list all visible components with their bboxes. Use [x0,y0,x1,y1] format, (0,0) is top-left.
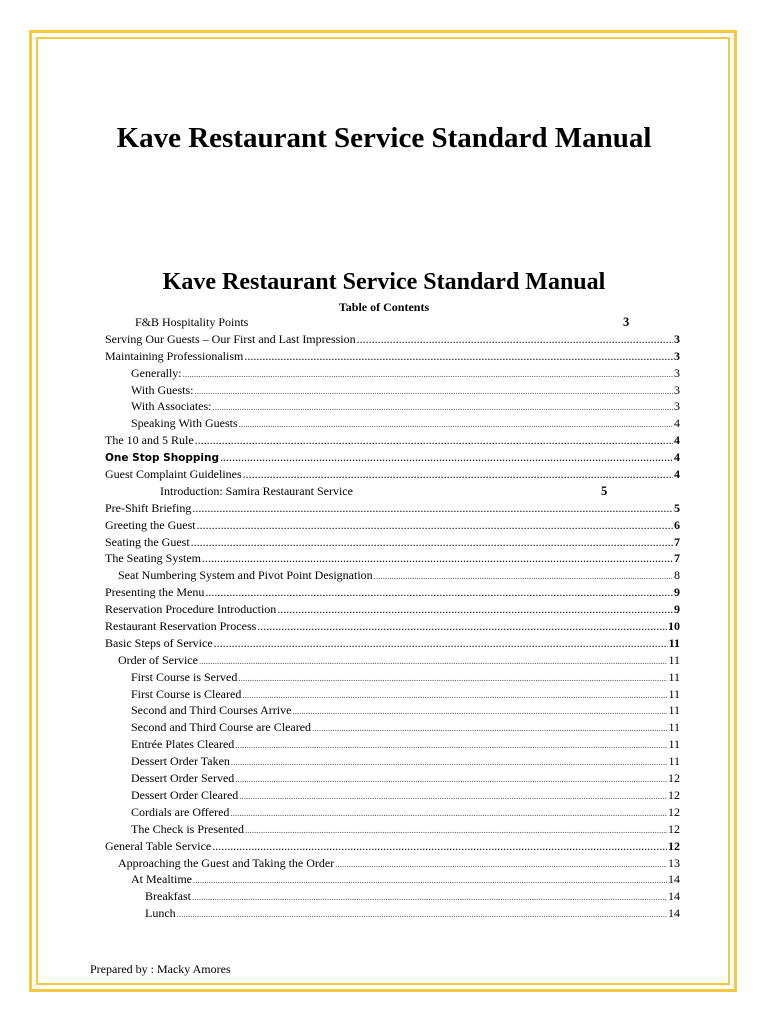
toc-dot-leader [213,399,673,415]
toc-entry-title: Basic Steps of Service [105,635,213,650]
toc-dot-leader [238,670,667,686]
toc-entry[interactable] [105,635,680,652]
toc-entry-title: Guest Complaint Guidelines [105,467,242,482]
toc-entry-title: The Seating System [105,551,201,566]
toc-page-number: 11 [668,635,680,650]
toc-dot-leader [177,906,667,922]
toc-entry-title: Serving Our Guests – Our First and Last Impression [105,331,356,346]
toc-entry-title: With Guests: [131,382,194,397]
toc-page-number: 3 [674,331,680,346]
toc-entry-title: Seating the Guest [105,534,190,549]
toc-entry-title: With Associates: [131,399,212,414]
toc-entry-title: Greeting the Guest [105,517,196,532]
toc-entry[interactable] [105,669,680,686]
toc-page-number: 3 [674,382,680,397]
toc-page-number: 10 [668,619,680,634]
toc-entry-title: Second and Third Courses Arrive [131,703,292,718]
toc-entry[interactable] [105,449,680,466]
toc-dot-leader [312,720,667,736]
toc-entry-title: One Stop Shopping [105,452,220,465]
toc-dot-leader [357,331,673,348]
toc-page-number: 9 [674,602,680,617]
toc-entry-title: Seat Numbering System and Pivot Point Designation [118,568,373,583]
toc-entry[interactable] [105,652,680,669]
toc-dot-leader [192,889,667,905]
toc-entry[interactable] [105,348,680,365]
toc-entry[interactable] [105,686,680,703]
toc-entry[interactable] [105,466,680,483]
toc-entry[interactable] [105,736,680,753]
toc-entry[interactable] [105,804,680,821]
toc-entry-title: Introduction: Samira Restaurant Service [160,483,353,498]
toc-page-number: 11 [668,720,680,735]
toc-entry[interactable] [105,584,680,601]
toc-page-number: 4 [674,433,680,448]
toc-entry-title: Breakfast [145,889,191,904]
toc-entry[interactable] [105,770,680,787]
toc-dot-leader [257,618,667,635]
toc-dot-leader [235,771,667,787]
toc-entry-title: Restaurant Reservation Process [105,619,257,634]
toc-entry[interactable] [105,855,680,872]
toc-entry[interactable] [105,365,680,382]
toc-dot-leader [292,703,667,719]
toc-dot-leader [243,466,673,483]
prepared-by: Prepared by : Macky Amores [90,962,231,976]
toc-dot-leader [192,500,673,517]
toc-dot-leader [242,687,667,703]
toc-page-number: 11 [668,754,680,769]
toc-entry-title: F&B Hospitality Points [135,315,249,329]
toc-dot-leader [230,805,667,821]
toc-entry-title: Entrée Plates Cleared [131,737,235,752]
toc-page-number: 11 [668,686,680,701]
toc-entry[interactable] [105,821,680,838]
toc-page-number: 5 [601,483,608,498]
toc-page-number: 8 [674,568,680,583]
toc-dot-leader [239,788,667,804]
toc-page-number: 7 [674,534,680,549]
toc-page-number: 11 [668,652,680,667]
document-title: Kave Restaurant Service Standard Manual [116,122,652,154]
toc-entry[interactable] [105,871,680,888]
toc-page-number: 12 [668,838,680,853]
toc-dot-leader [231,754,668,770]
toc-entry-title: Presenting the Menu [105,585,205,600]
toc-entry-title: Generally: [131,365,182,380]
toc-entry[interactable] [105,753,680,770]
toc-dot-leader [235,737,667,753]
toc-dot-leader [212,838,667,855]
toc-dot-leader [335,856,667,872]
toc-entry[interactable] [105,331,680,348]
toc-page-number: 5 [674,500,680,515]
toc-page-number: 11 [668,737,680,752]
toc-dot-leader [220,449,673,466]
toc-entry-title: The 10 and 5 Rule [105,433,194,448]
toc-page-number: 7 [674,551,680,566]
toc-entry[interactable] [105,550,680,567]
toc-entry[interactable] [105,888,680,905]
toc-dot-leader [199,653,667,669]
toc-entry[interactable] [105,719,680,736]
toc-page-number: 3 [674,348,680,363]
toc-entry-title: Lunch [145,906,176,921]
toc-page-number: 13 [668,855,680,870]
toc-dot-leader [374,568,673,584]
toc-entry[interactable] [105,702,680,719]
toc-entry-title: Cordials are Offered [131,804,230,819]
toc-entry[interactable] [105,618,680,635]
toc-entry-title: At Mealtime [131,872,192,887]
toc-dot-leader [195,432,673,449]
toc-entry-title: Approaching the Guest and Taking the Order [118,855,335,870]
toc-entry-title: Order of Service [118,652,198,667]
toc-entry-title: Speaking With Guests [131,416,238,431]
toc-dot-leader [214,635,668,652]
toc-entry[interactable] [105,517,680,534]
toc-page-number: 4 [674,416,680,431]
toc-entry[interactable] [105,601,680,618]
toc-page-number: 14 [668,889,680,904]
toc-entry-title: General Table Service [105,838,212,853]
toc-page-number: 9 [674,585,680,600]
toc-dot-leader [239,416,673,432]
toc-page-number: 12 [668,787,680,802]
toc-page-number: 6 [674,517,680,532]
toc-page-number: 4 [674,450,680,465]
toc-page-number: 3 [623,315,630,329]
toc-entry-title: Pre-Shift Briefing [105,500,192,515]
toc-dot-leader [193,872,667,888]
toc-page-number: 12 [668,821,680,836]
toc-heading: Table of Contents [338,300,430,314]
toc-entry[interactable] [105,905,680,922]
toc-entry[interactable] [105,567,680,584]
toc-dot-leader [202,550,673,567]
toc-entry[interactable] [105,382,680,399]
toc-entry-title: Dessert Order Cleared [131,787,239,802]
toc-dot-leader [244,348,673,365]
toc-page-number: 12 [668,771,680,786]
toc-dot-leader [195,383,673,399]
toc-entry-title: Maintaining Professionalism [105,348,244,363]
toc-entry[interactable] [105,432,680,449]
toc-entry[interactable] [105,534,680,551]
toc-page-number: 14 [668,906,680,921]
toc-entry[interactable] [105,483,680,500]
toc-entry-title: First Course is Served [131,669,238,684]
toc-dot-leader [245,822,667,838]
toc-page-number: 12 [668,804,680,819]
toc-entry[interactable] [105,838,680,855]
toc-page-number: 3 [674,399,680,414]
toc-entry-title: First Course is Cleared [131,686,242,701]
toc-entry[interactable] [105,787,680,804]
toc-dot-leader [183,366,673,382]
toc-document-title: Kave Restaurant Service Standard Manual [162,269,606,295]
table-of-contents [105,314,680,922]
toc-entry-title: Dessert Order Served [131,771,235,786]
toc-entry[interactable] [105,398,680,415]
toc-entry-title: Reservation Procedure Introduction [105,602,277,617]
toc-page-number: 3 [674,365,680,380]
toc-dot-leader [197,517,673,534]
toc-entry[interactable] [105,415,680,432]
toc-dot-leader [277,601,673,618]
toc-page-number: 11 [668,669,680,684]
toc-page-number: 14 [668,872,680,887]
toc-page-number: 11 [668,703,680,718]
toc-dot-leader [191,534,673,551]
toc-entry-title: Second and Third Course are Cleared [131,720,312,735]
toc-entry[interactable] [105,314,680,331]
toc-entry-title: Dessert Order Taken [131,754,230,769]
toc-entry-title: The Check is Presented [131,821,244,836]
toc-entry[interactable] [105,500,680,517]
toc-dot-leader [205,584,673,601]
toc-page-number: 4 [674,467,680,482]
